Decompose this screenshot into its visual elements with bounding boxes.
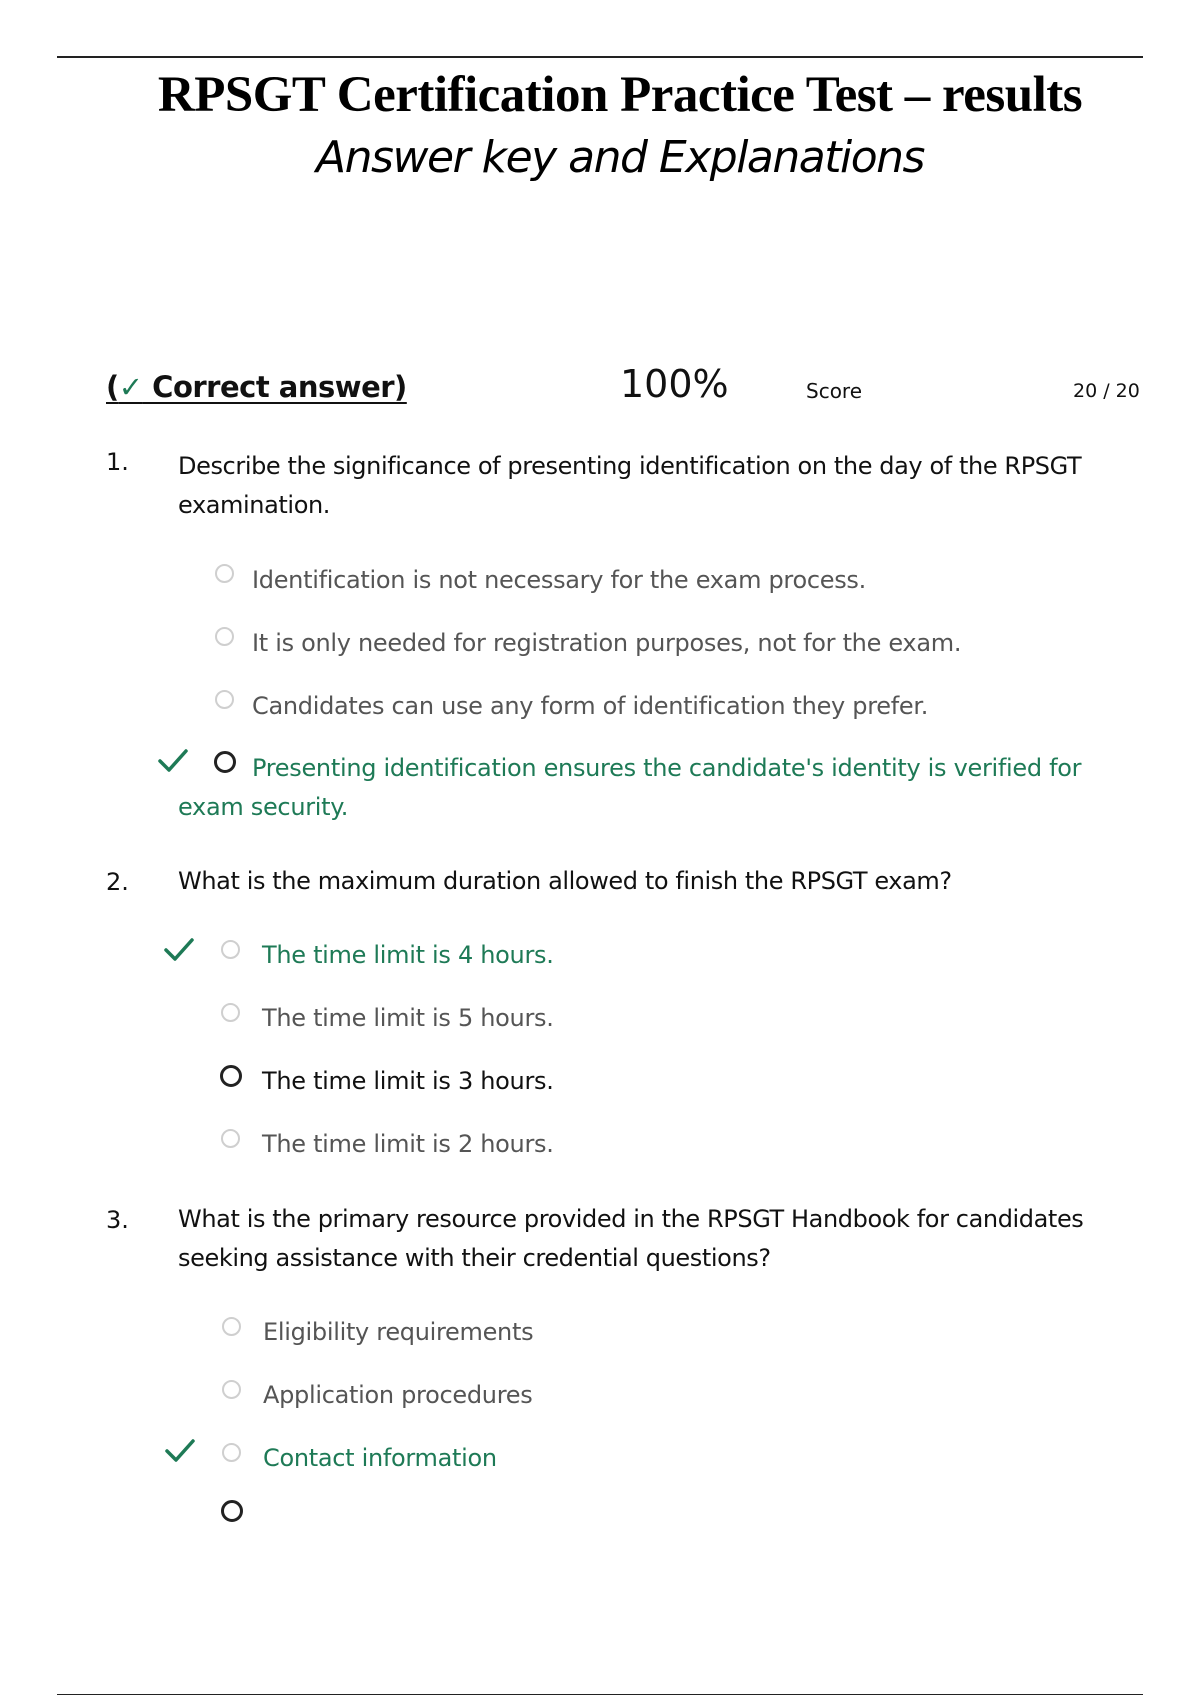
question-2-option-2-text: The time limit is 5 hours. (262, 1004, 554, 1032)
question-1-option-4-text: Presenting identification ensures the candidate's identity is verified for exam security. (178, 754, 1082, 821)
check-icon: ✓ (118, 370, 143, 404)
question-3-option-2-text: Application procedures (263, 1381, 533, 1409)
question-3-option-1-radio[interactable] (222, 1317, 241, 1336)
correct-check-icon (164, 937, 194, 963)
score-label: Score (806, 379, 863, 403)
question-3-option-3-radio[interactable] (222, 1443, 241, 1462)
question-1-option-2-text: It is only needed for registration purposes, not for the exam. (252, 629, 962, 657)
question-2-option-4-radio[interactable] (221, 1129, 240, 1148)
question-2-option-3-radio[interactable] (220, 1065, 242, 1087)
legend-text: Correct answer) (142, 370, 407, 404)
question-3-option-4-radio[interactable] (221, 1500, 243, 1522)
page-subtitle: Answer key and Explanations (316, 132, 924, 183)
legend-open: ( (106, 370, 119, 404)
question-2-number: 2. (106, 868, 129, 896)
question-3-option-2-radio[interactable] (222, 1380, 241, 1399)
page-title: RPSGT Certification Practice Test – results (157, 67, 1083, 123)
score-percent: 100% (620, 362, 729, 406)
question-3-option-1-text: Eligibility requirements (263, 1318, 534, 1346)
score-value: 20 / 20 (1073, 380, 1140, 402)
correct-check-icon (165, 1438, 195, 1464)
question-1-option-1-text: Identification is not necessary for the exam process. (252, 566, 866, 594)
question-2-option-1-text: The time limit is 4 hours. (262, 941, 554, 969)
question-3-option-3-text: Contact information (263, 1444, 497, 1472)
question-1-option-3-text: Candidates can use any form of identification they prefer. (252, 692, 929, 720)
correct-answer-legend (106, 370, 407, 404)
question-2-option-3-text: The time limit is 3 hours. (262, 1067, 554, 1095)
top-rule (57, 56, 1143, 58)
question-2-option-2-radio[interactable] (221, 1003, 240, 1022)
bottom-rule (57, 1694, 1143, 1695)
question-1-option-1-radio[interactable] (215, 564, 234, 583)
question-2-text: What is the maximum duration allowed to finish the RPSGT exam? (178, 867, 952, 895)
question-1-option-3-radio[interactable] (215, 690, 234, 709)
question-1-number: 1. (106, 448, 129, 476)
question-2-option-1-radio[interactable] (221, 940, 240, 959)
question-2-option-4-text: The time limit is 2 hours. (262, 1130, 554, 1158)
question-1-option-2-radio[interactable] (215, 627, 234, 646)
question-1-text: Describe the significance of presenting identification on the day of the RPSGT examination. (178, 452, 1082, 519)
question-3-text: What is the primary resource provided in the RPSGT Handbook for candidates seeking assistance with their credential questions? (178, 1205, 1084, 1272)
question-3-number: 3. (106, 1206, 129, 1234)
